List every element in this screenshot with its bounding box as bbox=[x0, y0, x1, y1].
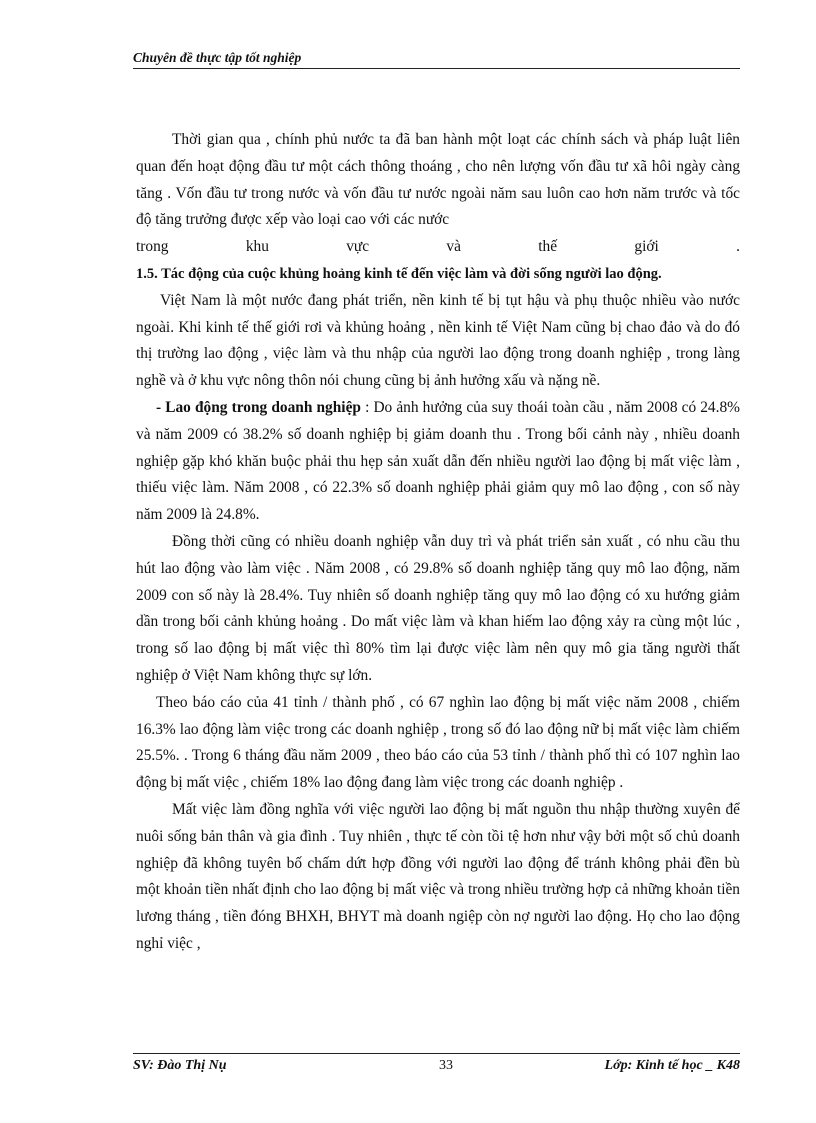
page-number: 33 bbox=[439, 1058, 453, 1073]
paragraph-4: Đồng thời cũng có nhiều doanh nghiệp vẫn duy trì và phát triển sản xuất , có nhu cầu thu hút lao động vào làm việc . Năm 2008 , có 29.8% số doanh nghiệp tăng quy mô lao động, năm 2009 con số này là 28.4%. Tuy nhiên số doanh nghiệp tăng quy mô lao động có xu hướng giảm dần trong bối cảnh khủng hoảng . Do mất việc làm và khan hiếm lao động xảy ra cùng một lúc , trong số lao động bị mất việc thì 80% tìm lại được việc làm nên quy mô gia tăng người thất nghiệp ở Việt Nam không thực sự lớn. bbox=[136, 532, 740, 684]
p1-line-2: luật liên quan đến hoạt động đầu tư một cách thông thoáng , cho nên lượng vốn đầu bbox=[136, 131, 740, 175]
paragraph-3 bbox=[136, 395, 740, 529]
document-body bbox=[136, 127, 740, 958]
p1-word: . bbox=[736, 238, 740, 256]
section-heading: 1.5. Tác động của cuộc khủng hoảng kinh tế đến việc làm và đời sống người lao động. bbox=[136, 265, 662, 282]
p1-line-4: luôn cao hơn năm trước và tốc độ tăng trưởng được xếp vào loại cao với các nước bbox=[136, 184, 740, 229]
page-footer bbox=[133, 1058, 740, 1078]
footer-class: Lớp: Kinh tế học _ K48 bbox=[604, 1058, 740, 1073]
p1-word: giới bbox=[634, 238, 659, 256]
p1-word: và bbox=[446, 238, 461, 256]
p3-lead-bold: - Lao động trong doanh nghiệp bbox=[156, 398, 361, 416]
p1-word: vực bbox=[346, 238, 370, 256]
p1-word: trong bbox=[136, 238, 169, 256]
p1-word: thế bbox=[538, 238, 558, 256]
p1-last-line bbox=[136, 234, 740, 261]
p3-text: : Do ảnh hưởng của suy thoái toàn cầu , năm 2008 có 24.8% và năm 2009 có 38.2% số doanh nghiệp bị giảm doanh thu . Trong bối cảnh này , nhiều doanh nghiệp gặp khó khăn buộc phải thu hẹp sản xuất dẫn đến nhiều người lao động bị mất việc làm , thiếu việc làm. Năm 2008 , có 22.3% số doanh nghiệp phải giảm quy mô lao động , con số này năm 2009 là 24.8%. bbox=[136, 398, 740, 524]
running-header: Chuyên đề thực tập tốt nghiệp bbox=[133, 50, 302, 65]
footer-rule bbox=[133, 1053, 740, 1054]
paragraph-1 bbox=[136, 127, 740, 234]
p1-word: khu bbox=[245, 238, 269, 256]
header-rule bbox=[133, 68, 740, 69]
footer-student: SV: Đào Thị Nụ bbox=[133, 1058, 227, 1073]
paragraph-2: Việt Nam là một nước đang phát triển, nền kinh tế bị tụt hậu và phụ thuộc nhiều vào nước ngoài. Khi kinh tế thế giới rơi và khủng hoảng , nền kinh tế Việt Nam cũng bị chao đảo và do đó thị trường lao động , việc làm và thu nhập của người lao động trong doanh nghiệp , trong làng nghề và ở khu vực nông thôn nói chung cũng bị ảnh hưởng xấu và nặng nề. bbox=[136, 291, 740, 390]
p1-line-1: Thời gian qua , chính phủ nước ta đã ban hành một loạt các chính sách và pháp bbox=[172, 131, 684, 148]
paragraph-5: Theo báo cáo của 41 tỉnh / thành phố , có 67 nghìn lao động bị mất việc năm 2008 , chiếm 16.3% lao động làm việc trong các doanh nghiệp , trong số đó lao động nữ bị mất việc làm chiếm 25.5%. . Trong 6 tháng đầu năm 2009 , theo báo cáo của 53 tỉnh / thành phố thì có 107 nghìn lao động bị mất việc , chiếm 18% lao động đang làm việc trong các doanh nghiệp . bbox=[136, 693, 740, 792]
p1-line-3: tư xã hôi ngày càng tăng . Vốn đầu tư trong nước và vốn đầu tư nước ngoài năm sau bbox=[136, 157, 741, 202]
paragraph-6: Mất việc làm đồng nghĩa với việc người lao động bị mất nguồn thu nhập thường xuyên để nuôi sống bản thân và gia đình . Tuy nhiên , thực tế còn tồi tệ hơn như vậy bởi một số chủ doanh nghiệp đã không tuyên bố chấm dứt hợp đồng với người lao động để tránh không phải đền bù một khoản tiền nhất định cho lao động bị mất việc và trong nhiều trường hợp cả những khoản tiền lương tháng , tiền đóng BHXH, BHYT mà doanh ngiệp còn nợ người lao động. Họ cho lao động nghỉ việc , bbox=[136, 800, 740, 952]
